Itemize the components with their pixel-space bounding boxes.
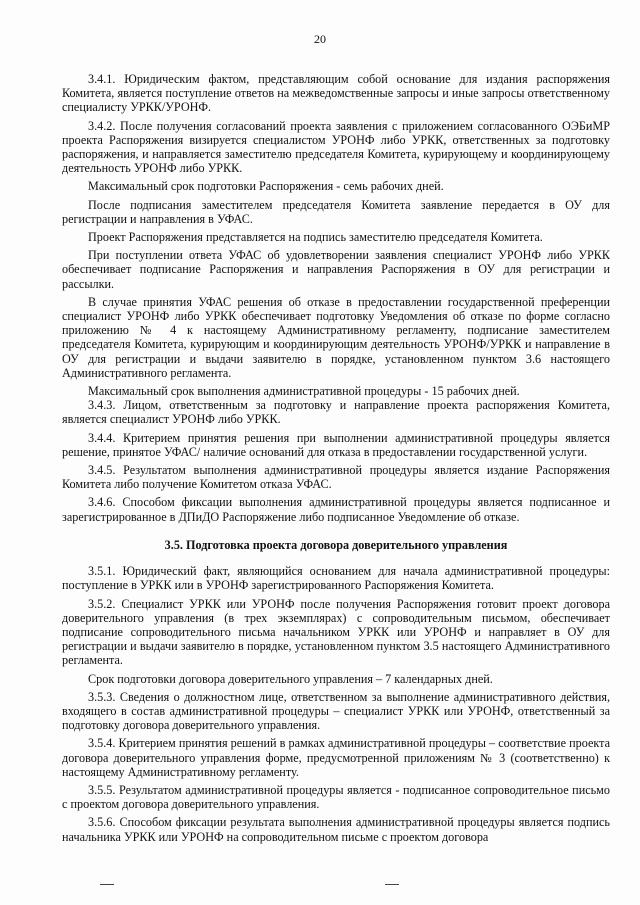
paragraph-max-term-order: Максимальный срок подготовки Распоряжения - семь рабочих дней. [88, 179, 444, 194]
paragraph-3-5-5: 3.5.5. Результатом административной процедуры является - подписанное сопроводительное письмо с проектом договора доверительного управления. [62, 782, 610, 812]
paragraph-3-5-4: 3.5.4. Критерием принятия решений в рамках административной процедуры – соответствие проекта договора доверительного управления форме, предусмотренной приложениям № 3 (соответственно) к настоящему Административному регламенту. [62, 736, 610, 779]
paragraph-3-4-2: 3.4.2. После получения согласований проекта заявления с приложением согласованного ОЭБиМР проекта Распоряжения визируется специалистом УРОНФ либо УРКК, ответственных за подготовку распоряжения, и направляется заместителю председателя Комитета, курирующему и координирующему деятельность УРОНФ либо УРКК. [62, 118, 610, 176]
paragraph-3-5-3: 3.5.3. Сведения о должностном лице, ответственном за выполнение административного действия, входящего в состав административной процедуры – специалист УРКК или УРОНФ, ответственный за подготовку договора доверительного управления. [62, 689, 610, 733]
paragraph-3-5-1: 3.5.1. Юридический факт, являющийся основанием для начала административной процедуры: поступление в УРКК или в УРОНФ зарегистрированного Распоряжения Комитета. [62, 564, 610, 593]
paragraph-3-4-3: 3.4.3. Лицом, ответственным за подготовку и направление проекта распоряжения Комитета, является специалист УРОНФ либо УРКК. [62, 398, 610, 427]
section-heading: 3.5. Подготовка проекта договора доверительного управления [164, 537, 508, 552]
paragraph-3-4-6: 3.4.6. Способом фиксации выполнения административной процедуры является подписанное и зарегистрированное в ДПиДО Распоряжение либо подписанное Уведомление об отказе. [62, 495, 610, 524]
paragraph-project-signature: Проект Распоряжения представляется на подпись заместителю председателя Комитета. [88, 230, 543, 245]
paragraph-3-4-4: 3.4.4. Критерием принятия решения при выполнении административной процедуры является решение, принятое УФАС/ наличие оснований для отказа в предоставлении государственной услуги. [62, 430, 610, 459]
paragraph-3-4-1: 3.4.1. Юридическим фактом, представляющим собой основание для издания распоряжения Комитета, является поступление ответов на межведомственные запросы и иные запросы ответственному специалисту УРКК/УРОНФ. [62, 72, 610, 115]
paragraph-3-5-6: 3.5.6. Способом фиксации результата выполнения административной процедуры является подпись начальника УРКК или УРОНФ на сопроводительном письме с проектом договора [62, 815, 610, 844]
paragraph-contract-term: Срок подготовки договора доверительного управления – 7 календарных дней. [88, 671, 493, 686]
paragraph-fas-refusal: В случае принятия УФАС решения об отказе в предоставлении государственной преференции специалист УРОНФ либо УРКК обеспечивает подготовку Уведомления об отказе по форме согласно приложению № 4 к настоящему Административному регламенту, подписание заместителем председателя Комитета, курирующим и координирующим деятельность УРОНФ/УРКК и направление в ОУ для регистрации и выдачи заявителю в порядке, установленном пунктом 3.6 настоящего Административного регламента. [62, 294, 610, 380]
paragraph-fas-approval: При поступлении ответа УФАС об удовлетворении заявления специалист УРОНФ либо УРКК обеспечивает подписание Распоряжения и направления Распоряжения в ОУ для регистрации и рассылки. [62, 248, 610, 291]
footer-scan-mark-left [100, 884, 114, 885]
paragraph-3-5-2: 3.5.2. Специалист УРКК или УРОНФ после получения Распоряжения готовит проект договора доверительного управления (в трех экземплярах) с сопроводительным письмом, обеспечивает подписание сопроводительного письма начальником УРКК или УРОНФ и направляет в ОУ для регистрации и выдачи заявителю в порядке, установленном пунктом 3.5 настоящего Административного регламента. [62, 596, 610, 668]
document-body [62, 72, 610, 844]
page-number: 20 [314, 32, 326, 46]
paragraph-max-term-procedure: Максимальный срок выполнения административной процедуры - 15 рабочих дней. [88, 384, 520, 399]
paragraph-after-signing: После подписания заместителем председателя Комитета заявление передается в ОУ для регистрации и направления в УФАС. [62, 197, 610, 226]
footer-scan-mark-right [385, 884, 399, 885]
paragraph-3-4-5: 3.4.5. Результатом выполнения административной процедуры является издание Распоряжения Комитета либо получение Комитетом отказа УФАС. [62, 463, 610, 492]
